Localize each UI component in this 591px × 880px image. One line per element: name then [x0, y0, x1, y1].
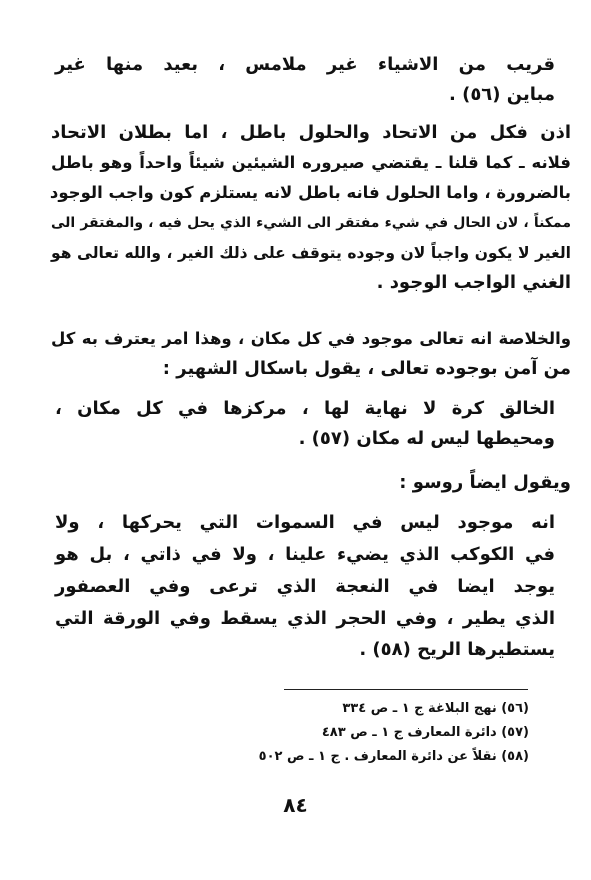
text-line: ممكناً ، لان الحال في شيء مفتقر الى الشيء الذي يحل فيه ، والمفتقر الى	[51, 215, 571, 231]
footnote-separator	[284, 689, 528, 690]
text-line: قريب من الاشياء غير ملامس ، بعيد منها غير	[55, 54, 555, 75]
text-line: والخلاصة انه تعالى موجود في كل مكان ، وهذا امر يعترف به كل	[51, 329, 571, 348]
quote-line: ومحيطها ليس له مكان (٥٧) .	[298, 428, 555, 449]
text-line: اذن فكل من الاتحاد والحلول باطل ، اما بطلان الاتحاد	[51, 122, 571, 143]
text-line: من آمن بوجوده تعالى ، يقول باسكال الشهير :	[162, 358, 571, 379]
quote-line: يستطيرها الريح (٥٨) .	[359, 639, 555, 660]
text-line: مباين (٥٦) .	[448, 84, 555, 105]
footnote: (٥٨) نقلاً عن دائرة المعارف . ج ١ ـ ص ٥٠٢	[258, 749, 529, 764]
quote-line: الذي يطير ، وفي الحجر الذي يسقط وفي الورقة التي	[55, 608, 555, 629]
footnote: (٥٦) نهج البلاغة ج ١ ـ ص ٣٣٤	[342, 701, 529, 716]
text-line: بالضرورة ، واما الحلول فانه باطل لانه يستلزم كون واجب الوجود	[49, 183, 571, 202]
text-line: ويقول ايضاً روسو :	[399, 472, 571, 493]
footnote: (٥٧) دائرة المعارف ج ١ ـ ص ٤٨٣	[321, 725, 529, 740]
text-line: الغير لا يكون واجباً لان وجوده يتوقف على ذلك الغير ، والله تعالى هو	[51, 244, 571, 262]
quote-line: انه موجود ليس في السموات التي يحركها ، ولا	[55, 512, 555, 533]
quote-line: الخالق كرة لا نهاية لها ، مركزها في كل مكان ،	[55, 398, 555, 419]
quote-line: في الكوكب الذي يضيء علينا ، ولا في ذاتي ، بل هو	[55, 544, 555, 565]
text-line: فلانه ـ كما قلنا ـ يقتضي صيروره الشيئين شيئاً واحداً وهو باطل	[51, 153, 571, 172]
quote-line: يوجد ايضا في النعجة الذي ترعى وفي العصفور	[55, 576, 555, 597]
text-line: الغني الواجب الوجود .	[376, 272, 571, 293]
page-number: ٨٤	[283, 793, 308, 817]
